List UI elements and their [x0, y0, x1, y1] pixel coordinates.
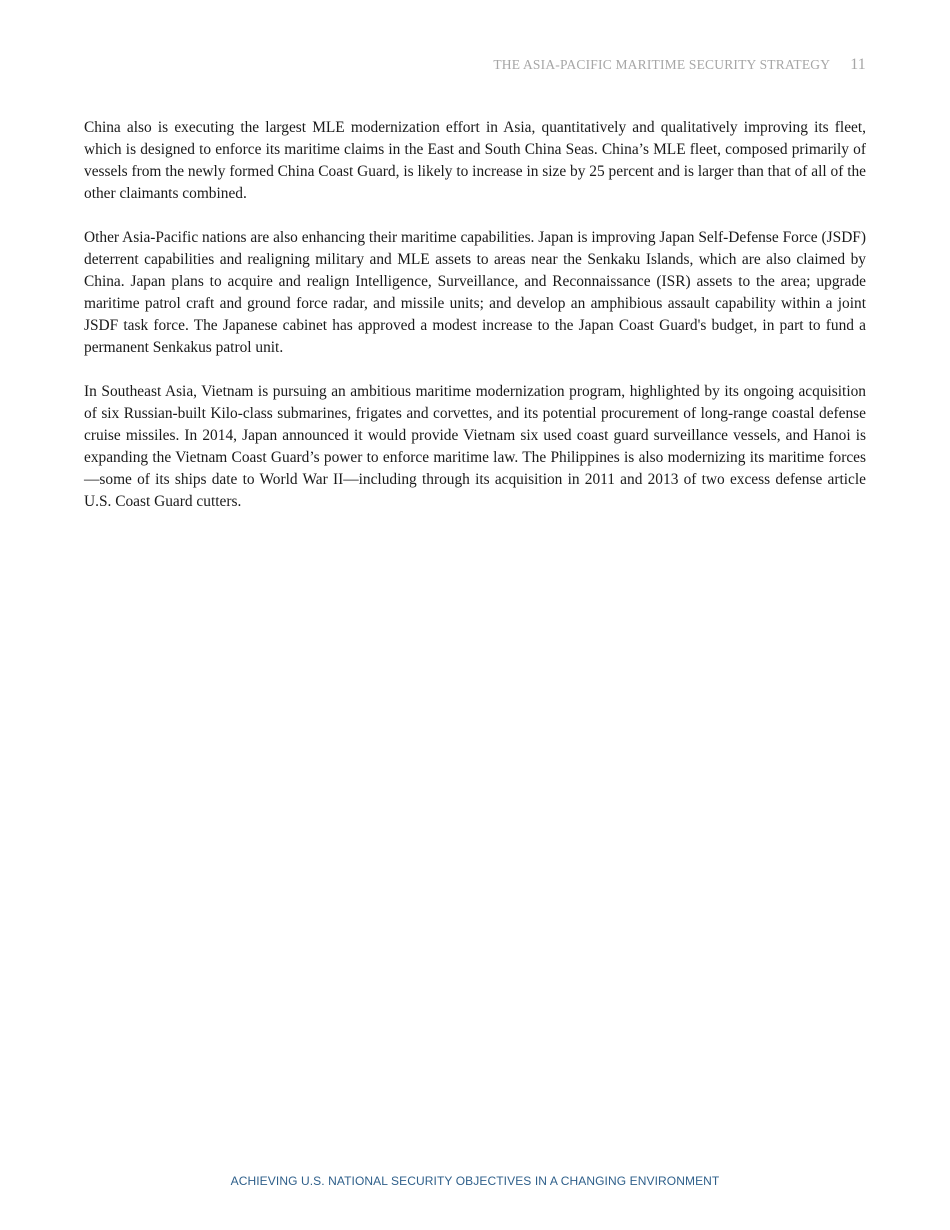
header-title: THE ASIA-PACIFIC MARITIME SECURITY STRATEGY [493, 57, 831, 72]
body-text [84, 117, 866, 535]
paragraph: Other Asia-Pacific nations are also enhancing their maritime capabilities. Japan is improving Japan Self-Defense Force (JSDF) deterrent capabilities and realigning military and MLE assets to areas near the Senkaku Islands, which are also claimed by China. Japan plans to acquire and realign Intelligence, Surveillance, and Reconnaissance (ISR) assets to the area; upgrade maritime patrol craft and ground force radar, and missile units; and develop an amphibious assault capability within a joint JSDF task force. The Japanese cabinet has approved a modest increase to the Japan Coast Guard's budget, in part to fund a permanent Senkakus patrol unit. [84, 229, 866, 356]
page-number: 11 [850, 56, 866, 73]
running-footer: ACHIEVING U.S. NATIONAL SECURITY OBJECTIVES IN A CHANGING ENVIRONMENT [230, 1174, 720, 1188]
running-header [493, 56, 866, 75]
paragraph: China also is executing the largest MLE modernization effort in Asia, quantitatively and qualitatively improving its fleet, which is designed to enforce its maritime claims in the East and South China Seas. China’s MLE fleet, composed primarily of vessels from the newly formed China Coast Guard, is likely to increase in size by 25 percent and is larger than that of all of the other claimants combined. [84, 119, 866, 202]
paragraph: In Southeast Asia, Vietnam is pursuing an ambitious maritime modernization program, highlighted by its ongoing acquisition of six Russian-built Kilo-class submarines, frigates and corvettes, and its potential procurement of long-range coastal defense cruise missiles. In 2014, Japan announced it would provide Vietnam six used coast guard surveillance vessels, and Hanoi is expanding the Vietnam Coast Guard’s power to enforce maritime law. The Philippines is also modernizing its maritime forces—some of its ships date to World War II—including through its acquisition in 2011 and 2013 of two excess defense article U.S. Coast Guard cutters. [84, 383, 866, 510]
